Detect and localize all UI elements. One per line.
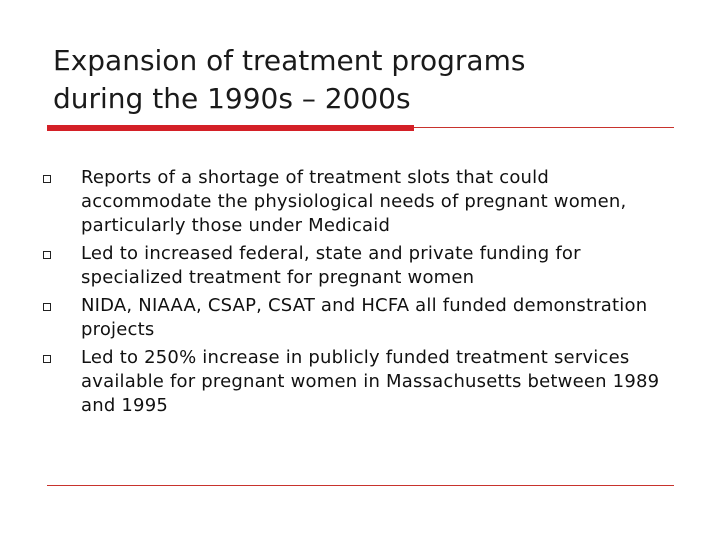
bullet-item <box>0 294 671 342</box>
bullet-text: NIDA, NIAAA, CSAP, CSAT and HCFA all funded demonstration projects <box>81 295 648 340</box>
hollow-square-bullet-icon <box>43 303 51 311</box>
bullet-list <box>0 166 720 422</box>
slide-title <box>53 42 673 118</box>
bullet-text: Led to 250% increase in publicly funded treatment services available for pregnant women in Massachusetts between 1989 and 1995 <box>81 347 660 416</box>
bullet-item <box>0 346 671 418</box>
bullet-text: Led to increased federal, state and private funding for specialized treatment for pregnant women <box>81 243 581 288</box>
bullet-item <box>0 166 671 238</box>
bullet-item <box>0 242 671 290</box>
title-underline-accent <box>47 125 414 131</box>
bullet-text: Reports of a shortage of treatment slots that could accommodate the physiological needs of pregnant women, particularly those under Medicaid <box>81 167 627 236</box>
hollow-square-bullet-icon <box>43 175 51 183</box>
title-line-2: during the 1990s – 2000s <box>53 82 411 115</box>
footer-rule <box>47 485 674 486</box>
hollow-square-bullet-icon <box>43 355 51 363</box>
hollow-square-bullet-icon <box>43 251 51 259</box>
title-line-1: Expansion of treatment programs <box>53 44 526 77</box>
